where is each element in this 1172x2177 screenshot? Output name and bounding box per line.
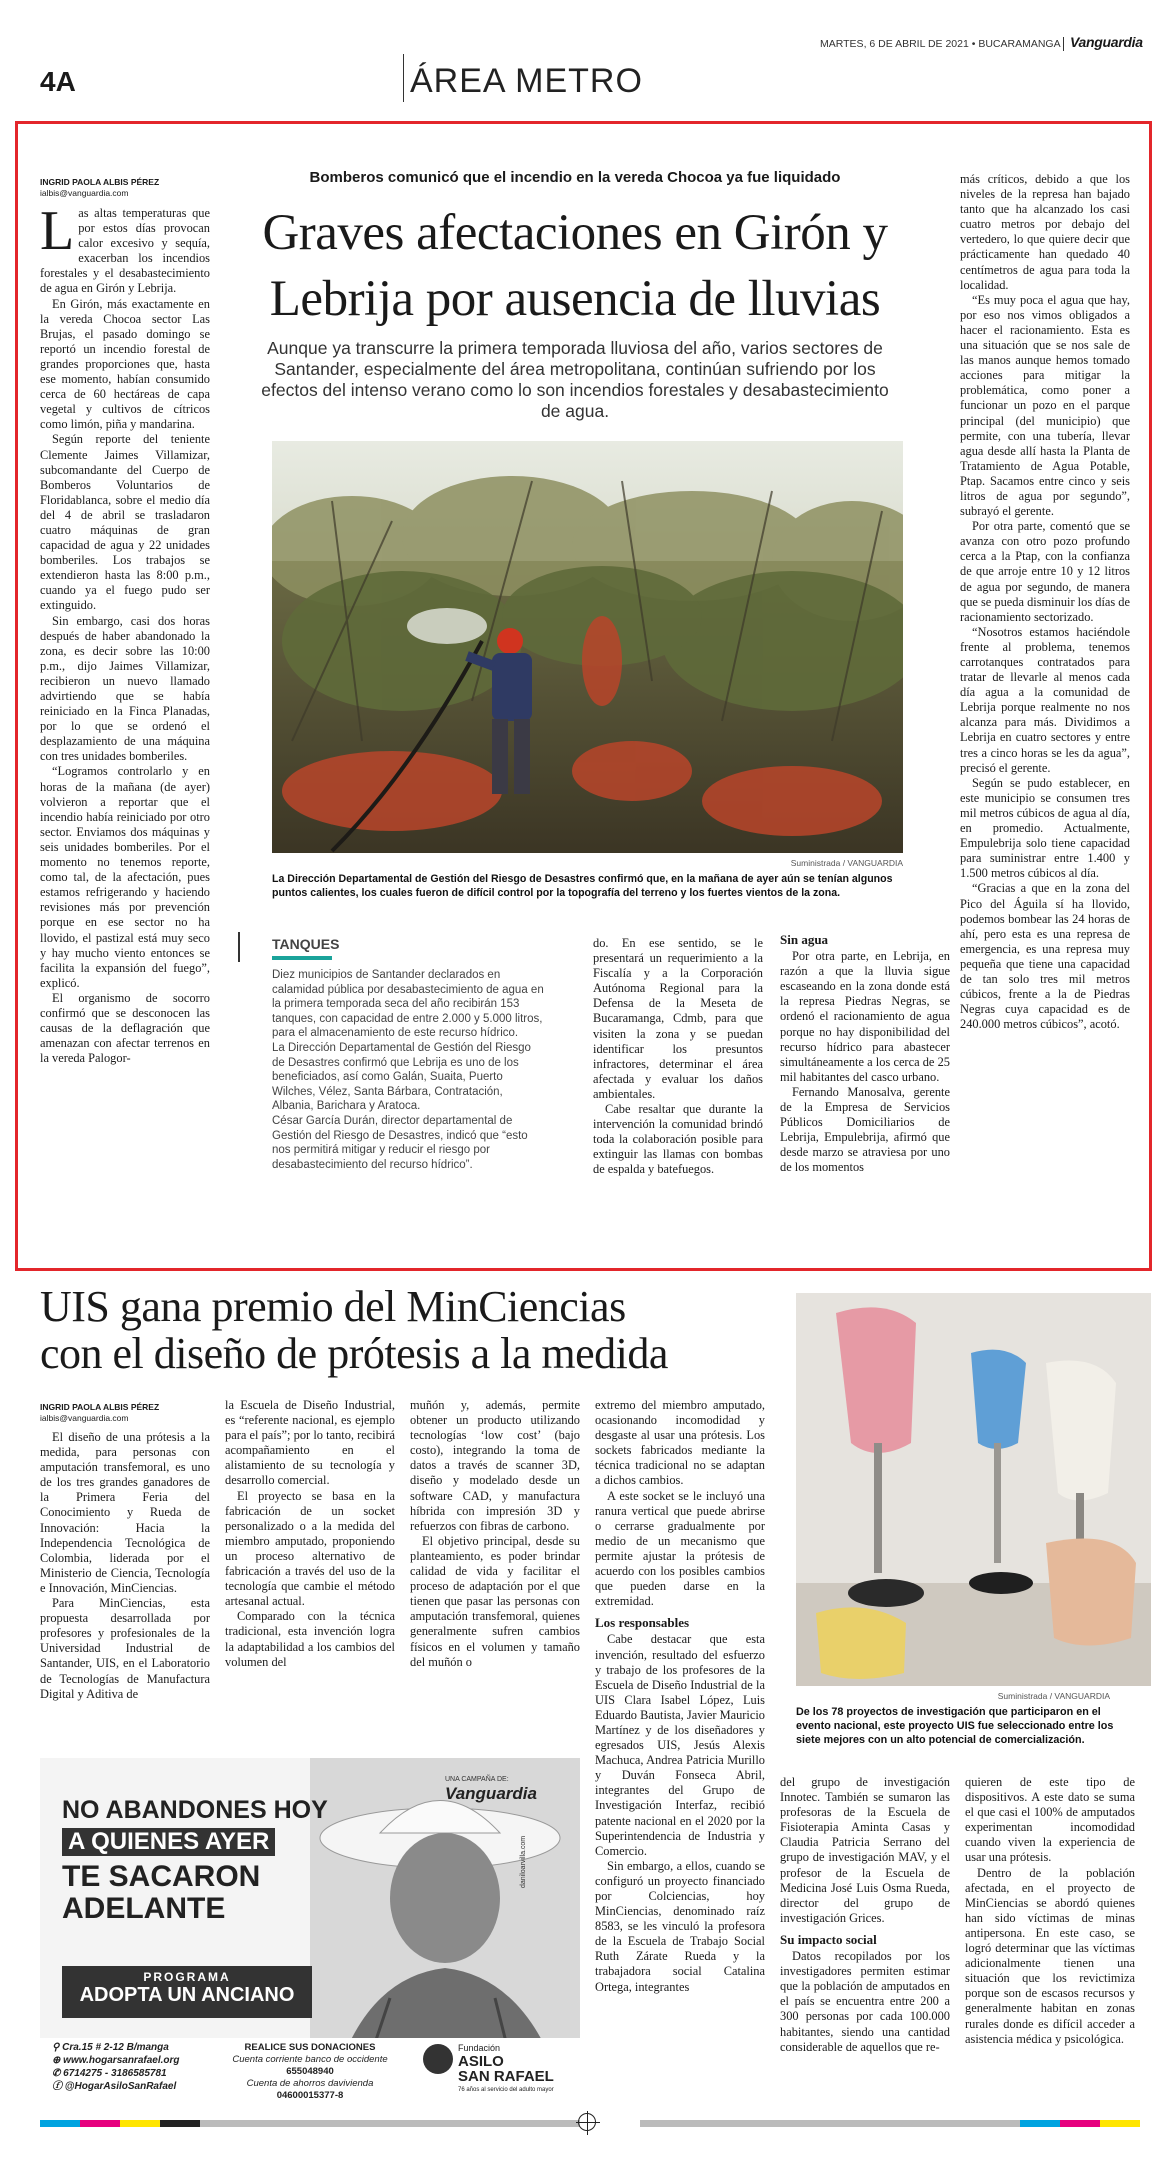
box-paragraph: César García Durán, director departamental de Gestión del Riesgo de Desastres, indicó que “esto nos permitirá mitigar y reducir el riesgo por desabastecimiento del recurso hídrico”.: [272, 1114, 528, 1171]
donations-block: [230, 2042, 390, 2098]
firefighter-photo: [272, 441, 903, 853]
contact-address: ⚲ Cra.15 # 2-12 B/manga: [52, 2042, 169, 2053]
box-paragraph: La Dirección Departamental de Gestión del Riesgo de Desastres confirmó que Lebrija es uno de los beneficiados, así como Galán, Suaita, Puerto Wilches, Vélez, Santa Bárbara, Contratación, Albania, Barichara y Aratoca.: [272, 1041, 531, 1113]
side-credit: daniloarvilla.com: [520, 1835, 527, 1888]
story1-column-1: [40, 200, 210, 1066]
contact-block: [52, 2041, 180, 2093]
paragraph: “Nosotros estamos haciéndole frente al problema, tenemos carrotanques contratados para tratar de llevarle al menos cada día agua a la comunidad de Lebrija porque realmente no nos alcanza para más. Dividimos a Lebrija en cuatro sectores y entre tres a cinco horas se les da agua”, precisó el gerente.: [960, 624, 1130, 775]
paragraph: Dentro de la población afectada, en el proyecto de MinCiencias se abordó quienes han sido víctimas de minas antipersona. En este caso, se logró determinar que las víctimas adicionalmente tienen una situación que los revictimiza porque son de escasos recursos y generalmente habitan en zonas rurales donde es difícil acceder a asistencia médica y psicológica.: [965, 1865, 1135, 2046]
author-name: INGRID PAOLA ALBIS PÉREZ: [40, 177, 160, 187]
donations-title: REALICE SUS DONACIONES: [244, 2042, 376, 2053]
tanques-bracket: [238, 932, 252, 962]
paragraph: Comparado con la técnica tradicional, esta invención logra la adaptabilidad a los cambios del volumen del: [225, 1609, 395, 1669]
paragraph: muñón y, además, permite obtener un producto utilizando tecnologías ‘low cost’ (bajo costo), integrando la toma de datos a través de scanner 3D, diseño y modelado desde un software CAD, y manufactura híbrida con impresión 3D y refuerzos con fibras de carbono.: [410, 1398, 580, 1533]
paragraph: Datos recopilados por los investigadores permiten estimar que la población de amputados en el país se encuentra entre 200 a 300 personas por cada 100.000 habitantes, siendo una cantidad considerable de aquellos que re-: [780, 1949, 950, 2054]
ad-headline-line-1: NO ABANDONES HOY: [62, 1796, 328, 1824]
photo-credit: Suministrada / VANGUARDIA: [997, 1691, 1110, 1701]
social-icon: ⓕ: [52, 2081, 65, 2092]
section-divider: [403, 54, 404, 102]
paragraph: Cabe destacar que esta invención, resultado del esfuerzo y trabajo de los profesores de la Escuela de Diseño Industrial de la UIS Clara Isabel López, Luis Eduardo Bautista, Javier Mauricio Martínez y de los diseñadores y egresados UIS, Jesús Alexis Machuca, Andrea Patricia Murillo y Duván Fonseca Abril, integrantes del Grupo de Investigación Interfaz, recibió patente nacional en el 2020 por la Superintendencia de Industria y Comercio.: [595, 1632, 765, 1858]
ad-headline-line-2: A QUIENES AYER: [62, 1828, 275, 1856]
paragraph: Para MinCiencias, esta propuesta desarrollada por profesores y profesionales de la Universidad Industrial de Santander, UIS, en el Laboratorio de Tecnologías de Manufactura Digital y Aditiva de: [40, 1596, 210, 1701]
story2-column-2: [225, 1398, 395, 1670]
paragraph: A este socket se le incluyó una ranura vertical que puede abrirse o cerrarse gradualmente por medio de un mecanismo que permite ajustar la prótesis de acuerdo con los posibles cambios que pueden darse en la extremidad.: [595, 1488, 765, 1609]
story2-byline: [40, 1402, 210, 1432]
wildfire-scene-image: [272, 441, 903, 853]
story1-column-3: [593, 936, 763, 1178]
brand-divider: [1063, 37, 1064, 51]
location-icon: ⚲: [52, 2042, 63, 2053]
story2-column-1: [40, 1430, 210, 1702]
headline-line: con el diseño de prótesis a la medida: [40, 1329, 668, 1378]
subheading: Su impacto social: [780, 1931, 877, 1947]
program-banner: [62, 1966, 312, 2018]
paragraph: Sin embargo, a ellos, cuando se configuró un proyecto financiado por Colciencias, hoy MinCiencias, denominado raíz 8583, se les vinculó la profesora de la Escuela de Trabajo Social Ruth Zárate Rueda y la trabajadora social Catalina Ortega, integrantes: [595, 1858, 765, 1994]
author-email: ialbis@vanguardia.com: [40, 1413, 129, 1423]
photo-caption: La Dirección Departamental de Gestión del Riesgo de Desastres confirmó que, en la mañana de ayer aún se tenían algunos puntos calientes, los cuales fueron de difícil control por la topografía del terreno y los fuertes vientos de la zona.: [272, 873, 893, 899]
paragraph: Según reporte del teniente Clemente Jaimes Villamizar, subcomandante del Cuerpo de Bomberos Voluntarios de Floridablanca, sobre el medio día del 4 de abril se trasladaron cuatro máquinas de gran capacidad de agua y 22 unidades bomberiles. Los trabajos se extendieron hasta las 8:00 p.m., cuando ya el fuego pudo ser extinguido.: [40, 432, 210, 613]
campaign-label: UNA CAMPAÑA DE:: [445, 1776, 509, 1783]
photo-caption: De los 78 proyectos de investigación que participaron en el evento nacional, este proyecto UIS fue seleccionado entre los siete mejores con un alto potencial de comercialización.: [796, 1706, 1114, 1746]
brand-name: Vanguardia: [1070, 34, 1143, 50]
paragraph: más críticos, debido a que los niveles de la represa han bajado tanto que ha alcanzado los casi cuatro metros por debajo del vertedero, lo que quiere decir que prácticamente han quedado 40 centímetros de agua para toda la localidad.: [960, 172, 1130, 292]
subheading: Sin agua: [780, 932, 829, 947]
paragraph: El diseño de una prótesis a la medida, para personas con amputación transfemoral, es uno de los tres grandes ganadores de la Primera Feria del Conocimiento y Rueda de Innovación: Hacia la Independencia Tecnológica de Colombia, liderada por el Ministerio de Ciencia, Tecnología e Innovación, MinCiencias.: [40, 1430, 210, 1595]
donations-line: Cuenta de ahorros davivienda: [246, 2078, 374, 2089]
story1-kicker: Bomberos comunicó que el incendio en la vereda Chocoa ya fue liquidado: [309, 169, 841, 186]
story2-column-6: [965, 1775, 1135, 2047]
paragraph: El organismo de socorro confirmó que se desconocen las causas de la deflagración que amenazan con afectar terrenos en la vereda Palogor-: [40, 990, 210, 1066]
prosthesis-image: [796, 1293, 1151, 1686]
headline-line: UIS gana premio del MinCiencias: [40, 1282, 626, 1331]
paragraph: Fernando Manosalva, gerente de la Empresa de Servicios Públicos Domiciliarios de Lebrija, Empulebrija, afirmó que desde marzo se atraviesa por uno de los momentos: [780, 1084, 950, 1175]
prosthesis-photo: [796, 1293, 1151, 1686]
foundation-label: Fundación: [458, 2043, 501, 2053]
contact-phones: ✆ 6714275 - 3186585781: [52, 2068, 167, 2079]
author-name: INGRID PAOLA ALBIS PÉREZ: [40, 1402, 160, 1412]
subheading: Los responsables: [595, 1615, 690, 1631]
paragraph: El objetivo principal, desde su planteamiento, es poder brindar calidad de vida y facilitar el proceso de adaptación por el que tienen que pasar las personas con amputación transfemoral, quienes generalmente sufren cambios físicos en el volumen y tamaño del muñón o: [410, 1533, 580, 1669]
author-email: ialbis@vanguardia.com: [40, 188, 129, 198]
box-paragraph: Diez municipios de Santander declarados en calamidad pública por desabastecimiento de agua en la primera temporada seca del año recibirán 153 tanques, con capacidad de entre 2.000 y 5.000 litros, para el almacenamiento de este recurso hídrico.: [272, 969, 544, 1040]
paragraph: quieren de este tipo de dispositivos. A este dato se suma el que casi el 100% de amputados experimentan incomodidad cuando viven la experiencia de usar una prótesis.: [965, 1775, 1135, 1865]
foundation-tagline: 76 años al servicio del adulto mayor: [458, 2087, 554, 2093]
contact-social: ⓕ @HogarAsiloSanRafael: [52, 2081, 177, 2092]
donations-line: Cuenta corriente banco de occidente: [232, 2054, 388, 2065]
paragraph: del grupo de investigación Innotec. También se sumaron las profesoras de la Escuela de Fisioterapia Aminta Casas y Claudia Patricia Serrano del grupo de investigación MAV, y el profesor de la Escuela de Medicina José Luis Osma Rueda, director del grupo de investigación Grices.: [780, 1775, 950, 1925]
paragraph: la Escuela de Diseño Industrial, es “referente nacional, es ejemplo para el país”; por lo tanto, recibirá acompañamiento en el alistamiento de su tecnología y desarrollo comercial.: [225, 1398, 395, 1488]
paragraph: as altas temperaturas que por estos días provocan calor excesivo y sequía, exacerban los incendios forestales y el desabastecimiento de agua en Girón y Lebrija.: [40, 206, 210, 296]
story1-deck: Aunque ya transcurre la primera temporada lluviosa del año, varios sectores de Santander, especialmente del área metropolitana, continúan sufriendo por los efectos del intenso verano como lo son incendios forestales y desabastecimiento de agua.: [261, 338, 889, 421]
tanques-underline: [272, 956, 332, 960]
ad-headline-line-3: TE SACARON: [62, 1860, 261, 1893]
registration-mark-icon: [578, 2113, 596, 2131]
paragraph: “Es muy poca el agua que hay, por eso nos vimos obligados a hacer el racionamiento. Esta es una situación que se nos sale de las manos aunque hemos tomado acciones para mitigar la problemática, como poner a funcionar un pozo en el parque principal (del municipio) que permite, con una tubería, llevar agua desde allí hasta la Planta de Tratamiento de Agua Potable, Ptap. Sacamos entre cinco y seis litros de agua por segundo”, subrayó el gerente.: [960, 292, 1130, 519]
program-name: ADOPTA UN ANCIANO: [79, 1984, 295, 2006]
story2-column-4: [595, 1398, 765, 1995]
story1-column-5: [960, 172, 1130, 1032]
story1-headline: [222, 200, 928, 332]
paragraph: “Gracias a que en la zona del Pico del Águila sí ha llovido, podemos bombear las 24 horas de ahí, pero esta es una represa de emergencia, es una represa muy pequeña que tiene una capacidad de tan solo tres mil metros cúbicos, frente a la de Piedras Negras cuya capacidad es de 240.000 metros cúbicos”, acotó.: [960, 881, 1130, 1032]
donations-account: 655048940: [286, 2066, 334, 2077]
program-label: PROGRAMA: [143, 1970, 231, 1984]
foundation-logo: [423, 2044, 453, 2074]
globe-icon: ⊕: [52, 2055, 64, 2066]
paragraph: Sin embargo, casi dos horas después de haber abandonado la zona, es decir sobre las 10:00 p.m., dijo Jaimes Villamizar, recibieron un nuevo llamado advirtiendo que se había reiniciado en la Finca Planadas, por lo que se ordenó el desplazamiento de una máquina con tres unidades bomberiles.: [40, 613, 210, 764]
paragraph: Cabe resaltar que durante la intervención la comunidad brindó toda la colaboración posible para extinguir las llamas con bombas de espalda y batefuegos.: [593, 1102, 763, 1177]
paragraph: Por otra parte, en Lebrija, en razón a que la lluvia sigue escaseando en la zona donde está la represa Piedras Negras, se ordenó el racionamiento de agua porque no hay disponibilidad del recurso hídrico para abastecer simultáneamente a los cerca de 25 mil habitantes del casco urbano.: [780, 949, 950, 1084]
foundation-name: ASILO: [458, 2053, 504, 2070]
tanques-box-title: TANQUES: [272, 936, 340, 952]
foundation-name: SAN RAFAEL: [458, 2068, 554, 2085]
headline-line: Lebrija por ausencia de lluvias: [269, 271, 881, 327]
date-line: MARTES, 6 DE ABRIL DE 2021 • BUCARAMANGA: [820, 38, 1061, 50]
paragraph: En Girón, más exactamente en la vereda Chocoa sector Las Brujas, el pasado domingo se reportó un incendio forestal de grandes proporciones que, hasta ese momento, habían consumido cerca de 60 hectáreas de capa vegetal y cultivos de cítricos como limón, piña y mandarina.: [40, 296, 210, 432]
paragraph: extremo del miembro amputado, ocasionando incomodidad y desgaste al usar una prótesis. Los sockets fabricados mediante la técnica tradicional no se adaptan a dichos cambios.: [595, 1398, 765, 1488]
donations-account: 04600015377-8: [276, 2090, 344, 2098]
paragraph: El proyecto se basa en la fabricación de un socket personalizado o a la medida del miembro amputado, proponiendo un proceso alternativo de fabricación a través del uso de la tecnología que cambie el método artesanal actual.: [225, 1488, 395, 1609]
campaign-brand: Vanguardia: [445, 1784, 537, 1803]
story2-headline: [40, 1283, 800, 1377]
asilo-ad: [40, 1758, 580, 2098]
paragraph: Según se pudo establecer, en este municipio se consumen tres mil metros cúbicos de agua al día, en promedio. Actualmente, Empulebrija solo tiene capacidad para suministrar entre 1.400 y 1.500 metros cúbicos al día.: [960, 775, 1130, 881]
story1-column-4: [780, 932, 950, 1176]
story2-column-3: [410, 1398, 580, 1670]
paragraph: Por otra parte, comentó que se avanza con otro pozo profundo cerca a la Ptap, con la confianza de que arroje entre 10 y 12 litros de agua por segundo, de manera que se pueda disminuir los días de racionamiento sectorizado.: [960, 519, 1130, 624]
tanques-box-body: [272, 968, 544, 1172]
phone-icon: ✆: [52, 2068, 64, 2079]
ad-headline-line-4: ADELANTE: [62, 1892, 226, 1925]
contact-web: ⊕ www.hogarsanrafael.org: [52, 2055, 180, 2066]
story2-column-5: [780, 1775, 950, 2055]
paragraph: “Logramos controlarlo y en horas de la mañana (de ayer) volvieron a reportar que el incendio había reiniciado por otro sector. Enviamos dos máquinas y seis unidades bomberiles. Por el momento no tenemos reporte, como tal, de la afectación, pues estamos refrigerando y haciendo revisiones más por prevención porque en ese sector no ha llovido, el pastizal está muy seco y hay mucho viento entonces se facilita la expansión del fuego”, explicó.: [40, 764, 210, 990]
foundation-block: [458, 2042, 554, 2096]
drop-cap: L: [40, 200, 75, 262]
page-number: 4A: [40, 66, 76, 97]
paragraph: do. En ese sentido, se le presentará un requerimiento a la Fiscalía y a la Corporación Autónoma Regional para la Defensa de la Meseta de Bucaramanga, Cdmb, para que visiten la zona y se puedan identificar los presuntos infractores, determinar el área afectada y evaluar los daños ambientales.: [593, 936, 763, 1101]
photo-credit: Suministrada / VANGUARDIA: [790, 858, 903, 868]
section-title: ÁREA METRO: [410, 62, 643, 100]
headline-line: Graves afectaciones en Girón y: [262, 205, 888, 261]
